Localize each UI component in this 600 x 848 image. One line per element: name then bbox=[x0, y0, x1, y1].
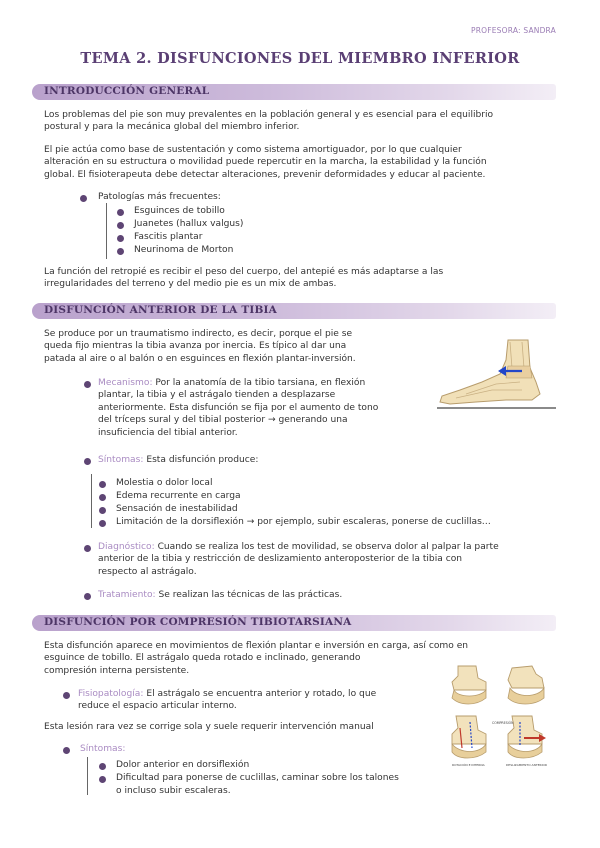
list-item: Dolor anterior en dorsiflexión bbox=[116, 760, 250, 770]
list-item: Limitación de la dorsiflexión → por ejemplo, subir escaleras, ponerse de cuclillas… bbox=[116, 517, 491, 527]
list-item: Fascitis plantar bbox=[134, 232, 203, 242]
bullet-icon bbox=[99, 507, 106, 514]
bullet-icon bbox=[117, 222, 124, 229]
bullet-icon bbox=[99, 494, 106, 501]
foot-illustration bbox=[436, 338, 558, 412]
fig-label-compresion: COMPRESIÓN bbox=[492, 721, 514, 725]
tibia-paragraph: Se produce por un traumatismo indirecto, es decir, porque el pie se queda fijo mientras la tibia avanza por inercia. Es típico al dar una patada al aire o al balón o en esguinces en flexión plantar-inversión. bbox=[44, 329, 356, 364]
sintomas-line: Síntomas: Esta disfunción produce: bbox=[98, 455, 259, 465]
list-item: Esguinces de tobillo bbox=[134, 206, 225, 216]
bullet-icon bbox=[117, 235, 124, 242]
compresion-paragraph: Esta disfunción aparece en movimientos de flexión plantar e inversión en carga, así como en esguince de tobillo. El astrágalo queda rotado e inclinado, generando compresión interna persistente. bbox=[44, 641, 469, 676]
sintomas-label: Síntomas: bbox=[80, 744, 126, 754]
list-item: Molestia o dolor local bbox=[116, 478, 213, 488]
ankle-illustration bbox=[446, 660, 558, 772]
section-title: DISFUNCIÓN POR COMPRESIÓN TIBIOTARSIANA bbox=[44, 616, 352, 628]
bullet-icon bbox=[99, 763, 106, 770]
list-connector bbox=[87, 757, 88, 795]
bullet-icon bbox=[84, 593, 91, 600]
author-header: PROFESORA: SANDRA bbox=[470, 26, 556, 35]
fig-label-rotacion: ROTACIÓN E INTERNA bbox=[452, 763, 485, 767]
patologias-label: Patologías más frecuentes: bbox=[98, 192, 221, 202]
section-title: INTRODUCCIÓN GENERAL bbox=[44, 85, 210, 97]
list-item: Sensación de inestabilidad bbox=[116, 504, 238, 514]
fig-label-deslizamiento: DESLIZAMIENTO ANTERIOR bbox=[506, 763, 547, 767]
bullet-icon bbox=[84, 545, 91, 552]
intro-paragraph-3: La función del retropié es recibir el peso del cuerpo, del antepié es más adaptarse a las irregularidades del terreno y del medio pie es un mix de ambas. bbox=[44, 267, 444, 290]
bullet-icon bbox=[84, 381, 91, 388]
bullet-icon bbox=[117, 248, 124, 255]
diagnostico-text: Diagnóstico: Cuando se realiza los test de movilidad, se observa dolor al palpar la parte anterior de la tibia y restricción de deslizamiento anteroposterior de la tibia con respecto al astrágalo. bbox=[98, 542, 499, 577]
intro-paragraph-1: Los problemas del pie son muy prevalentes en la población general y es esencial para el equilibrio postural y para la mecánica global del miembro inferior. bbox=[44, 110, 494, 133]
list-item: Neurinoma de Morton bbox=[134, 245, 234, 255]
section-header-compresion bbox=[32, 615, 556, 631]
bullet-icon bbox=[117, 209, 124, 216]
fisiopatologia-text: Fisiopatología: El astrágalo se encuentra anterior y rotado, lo que reduce el espacio articular interno. bbox=[78, 689, 377, 712]
mecanismo-label: Mecanismo: bbox=[98, 378, 153, 388]
sintomas-label: Síntomas: bbox=[98, 455, 144, 465]
section-header-tibia bbox=[32, 303, 556, 319]
bullet-icon bbox=[63, 747, 70, 754]
bullet-icon bbox=[84, 458, 91, 465]
tratamiento-line: Tratamiento: Se realizan las técnicas de las prácticas. bbox=[98, 590, 343, 600]
section-header-intro bbox=[32, 84, 556, 100]
fisiopatologia-label: Fisiopatología: bbox=[78, 689, 144, 699]
list-item: Edema recurrente en carga bbox=[116, 491, 241, 501]
compresion-note: Esta lesión rara vez se corrige sola y suele requerir intervención manual bbox=[44, 722, 374, 732]
list-connector bbox=[91, 474, 92, 528]
list-item-continuation: o incluso subir escaleras. bbox=[116, 786, 231, 796]
list-item: Juanetes (hallux valgus) bbox=[134, 219, 244, 229]
list-connector bbox=[106, 203, 107, 259]
bullet-icon bbox=[80, 195, 87, 202]
mecanismo-text: Mecanismo: Por la anatomía de la tibio tarsiana, en flexión plantar, la tibia y el astrágalo tienden a desplazarse anteriormente. Esta disfunción se fija por el aumento de tono del tríceps sural y del tibial posterior → generando una insuficiencia del tibial anterior. bbox=[98, 378, 379, 438]
intro-paragraph-2: El pie actúa como base de sustentación y como sistema amortiguador, por lo que cualquier alteración en su estructura o movilidad puede repercutir en la marcha, la estabilidad y la función global. El fisioterapeuta debe detectar alteraciones, prevenir deformidades y educar al paciente. bbox=[44, 145, 487, 180]
diagnostico-label: Diagnóstico: bbox=[98, 542, 155, 552]
tratamiento-label: Tratamiento: bbox=[98, 590, 156, 600]
bullet-icon bbox=[99, 520, 106, 527]
bullet-icon bbox=[99, 481, 106, 488]
bullet-icon bbox=[63, 692, 70, 699]
section-title: DISFUNCIÓN ANTERIOR DE LA TIBIA bbox=[44, 304, 278, 316]
page-title: TEMA 2. DISFUNCIONES DEL MIEMBRO INFERIOR bbox=[80, 50, 520, 67]
list-item: Dificultad para ponerse de cuclillas, caminar sobre los talones bbox=[116, 773, 399, 783]
bullet-icon bbox=[99, 776, 106, 783]
